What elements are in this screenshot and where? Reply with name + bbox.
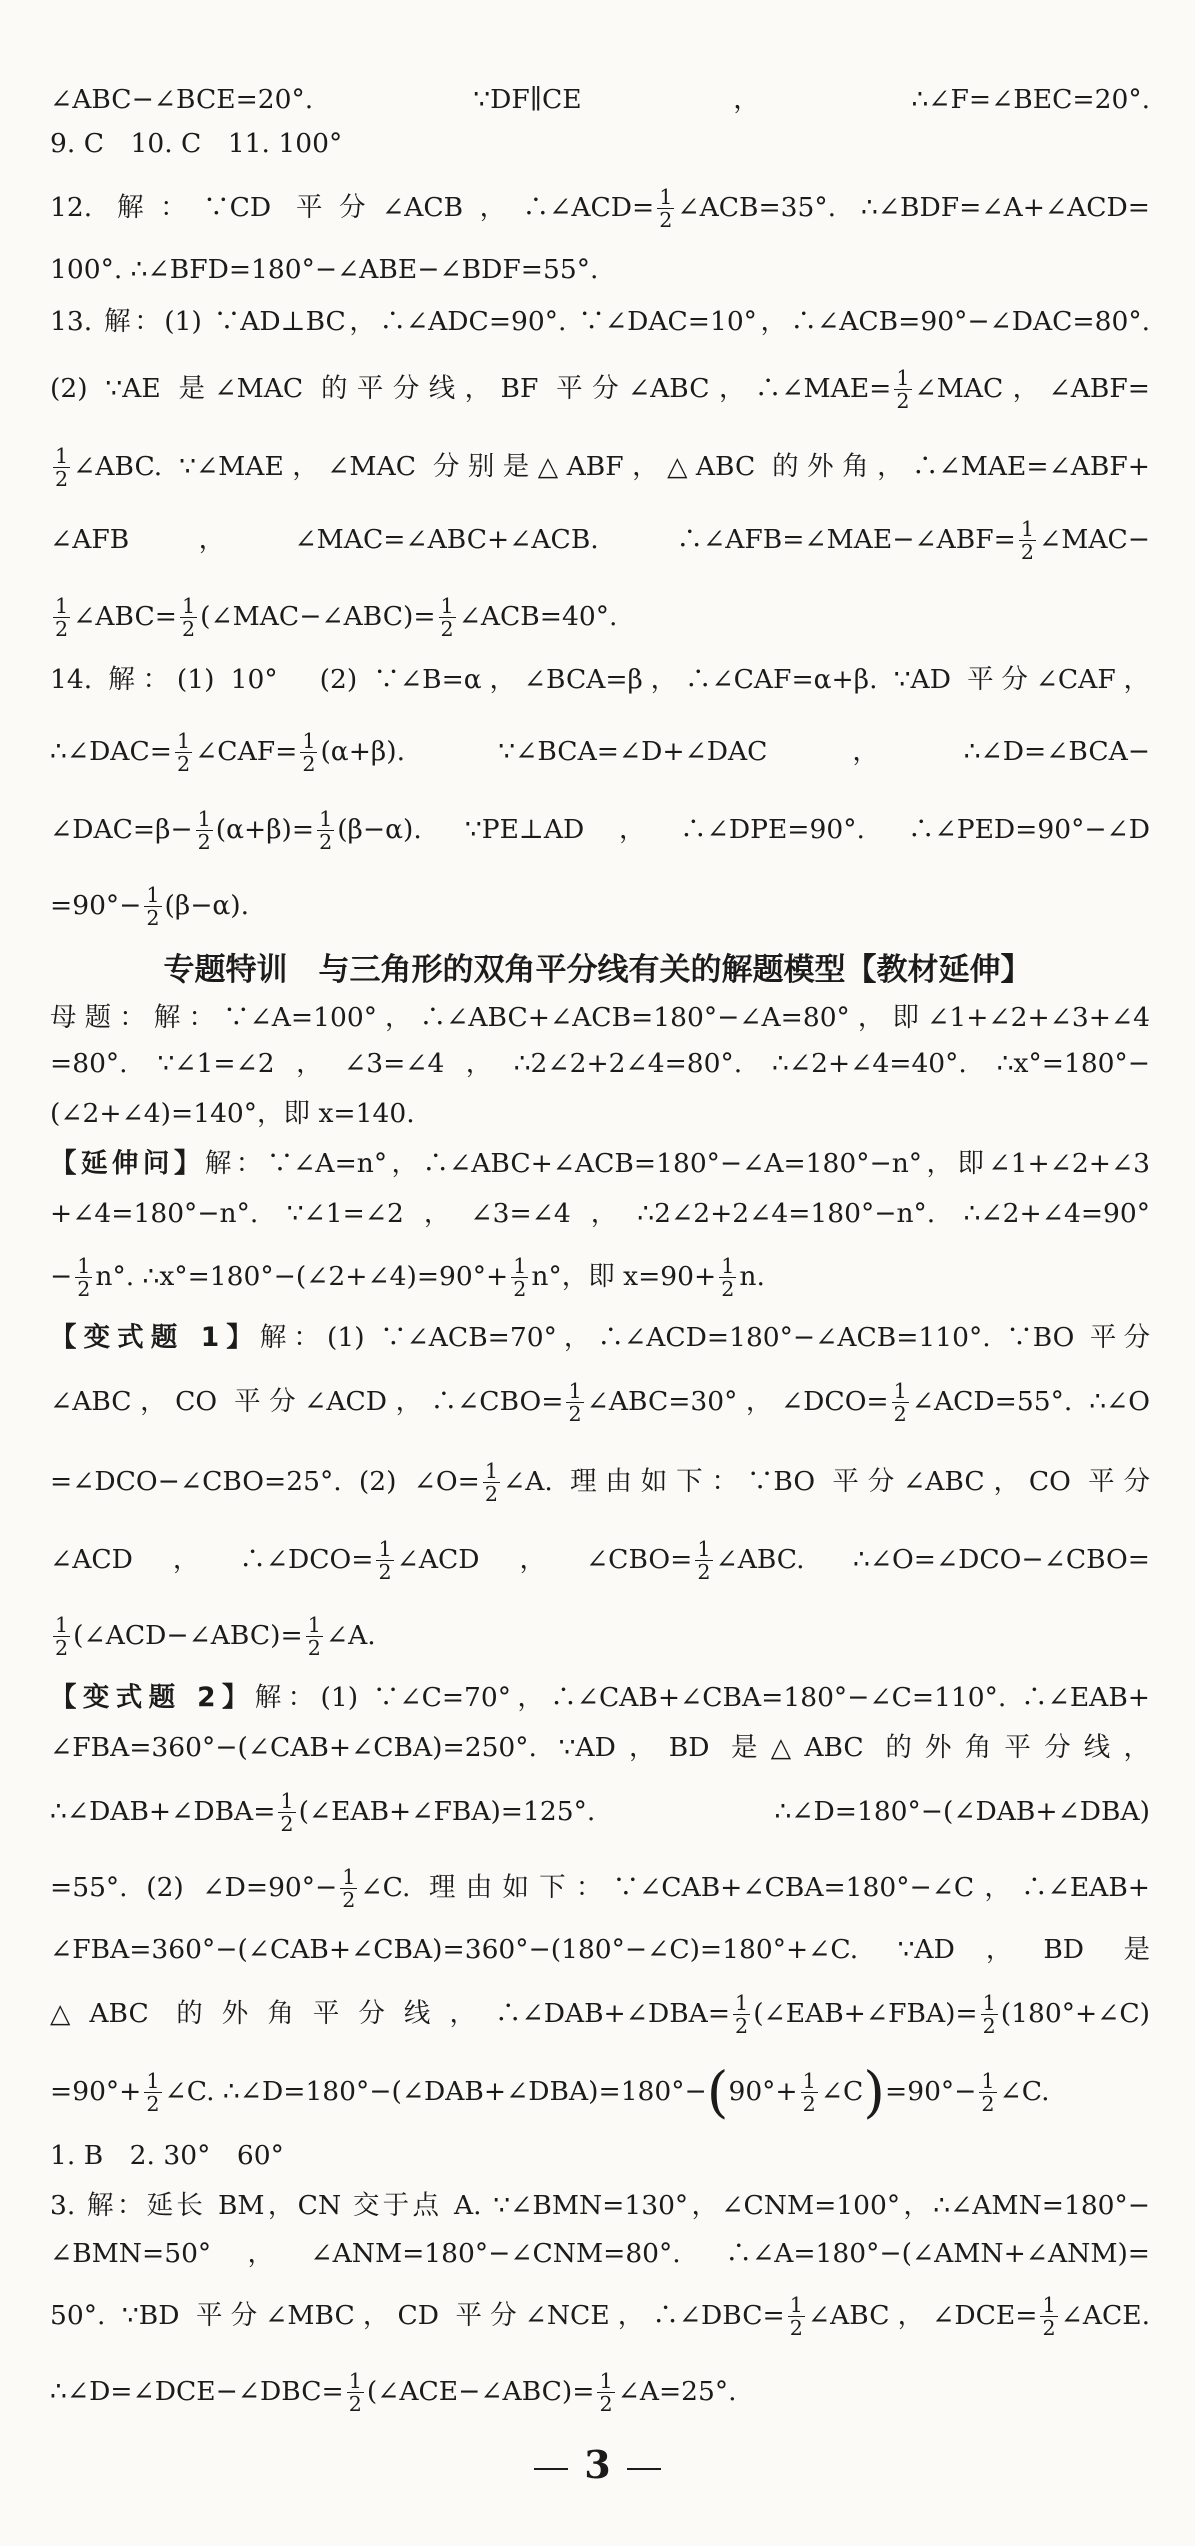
- text-line: ∴∠DAC= $\frac{1}{2}$ ∠CAF= $\frac{1}{2}$ (α+β). ∵∠BCA=∠D+∠DAC，∴∠D=∠BCA−: [50, 729, 1150, 777]
- text-line: 【变式题 2】解：(1) ∵∠C=70°，∴∠CAB+∠CBA=180°−∠C=110°. ∴∠EAB+: [50, 1682, 1150, 1713]
- text-line: 50°. ∵BD 平分∠MBC，CD 平分∠NCE，∴∠DBC= $\frac{1}{2}$ ∠ABC，∠DCE= $\frac{1}{2}$ ∠ACE.: [50, 2293, 1150, 2341]
- text-line: ∠ABC−∠BCE=20°. ∵DF∥CE，∴∠F=∠BEC=20°.: [50, 84, 1150, 115]
- left-paren: (: [706, 2059, 729, 2125]
- fraction-half: $\frac{1}{2}$: [1042, 2293, 1056, 2341]
- fraction-half: $\frac{1}{2}$: [1020, 517, 1035, 565]
- text-line: ∠DAC=β− $\frac{1}{2}$ (α+β)= $\frac{1}{2}$ (β−α). ∵PE⊥AD，∴∠DPE=90°. ∴∠PED=90°−∠D: [50, 807, 1150, 855]
- text-line: =∠DCO−∠CBO=25°. (2) ∠O= $\frac{1}{2}$ ∠A. 理由如下：∵BO 平分∠ABC，CO 平分: [50, 1459, 1151, 1507]
- fraction-half: $\frac{1}{2}$: [146, 2069, 160, 2117]
- footer-dash: [627, 2468, 661, 2470]
- fraction-half: $\frac{1}{2}$: [146, 883, 160, 931]
- fraction-half: $\frac{1}{2}$: [735, 1991, 749, 2039]
- text-line: ∴∠DAB+∠DBA= $\frac{1}{2}$ (∠EAB+∠FBA)=125°. ∴∠D=180°−(∠DAB+∠DBA): [50, 1789, 1150, 1837]
- tag-label: 【变式题 1】: [50, 1322, 260, 1353]
- fraction-half: $\frac{1}{2}$: [55, 594, 69, 642]
- text-line: +∠4=180°−n°. ∵∠1=∠2，∠3=∠4，∴2∠2+2∠4=180°−n°. ∴∠2+∠4=90°: [50, 1198, 1150, 1229]
- fraction-half: $\frac{1}{2}$: [893, 1379, 907, 1427]
- text-line: =90°− $\frac{1}{2}$ (β−α).: [50, 883, 250, 931]
- text-line: ∠FBA=360°−(∠CAB+∠CBA)=360°−(180°−∠C)=180°+∠C. ∵AD，BD 是: [50, 1934, 1150, 1965]
- fraction-half: $\frac{1}{2}$: [302, 729, 316, 777]
- tag-label: 【变式题 2】: [50, 1682, 255, 1713]
- fraction-half: $\frac{1}{2}$: [280, 1789, 294, 1837]
- text-line: 3. 解：延长 BM，CN 交于点 A. ∵∠BMN=130°，∠CNM=100°，∴∠AMN=180°−: [50, 2190, 1150, 2221]
- text-line: =55°. (2) ∠D=90°− $\frac{1}{2}$ ∠C. 理由如下：∵∠CAB+∠CBA=180°−∠C，∴∠EAB+: [50, 1865, 1150, 1913]
- fraction-half: $\frac{1}{2}$: [181, 594, 196, 642]
- fraction-half: $\frac{1}{2}$: [896, 366, 910, 414]
- text-line: $\frac{1}{2}$ ∠ABC. ∵∠MAE，∠MAC 分别是△ABF，△ABC 的外角，∴∠MAE=∠ABF+: [55, 444, 1150, 492]
- fraction-half: $\frac{1}{2}$: [982, 1991, 996, 2039]
- fraction-half: $\frac{1}{2}$: [659, 185, 673, 233]
- fraction-half: $\frac{1}{2}$: [697, 1537, 711, 1585]
- fraction-half: $\frac{1}{2}$: [440, 594, 454, 642]
- text-line: =80°. ∵∠1=∠2，∠3=∠4，∴2∠2+2∠4=80°. ∴∠2+∠4=40°. ∴x°=180°−: [50, 1048, 1150, 1079]
- text-line: ∠ACD，∴∠DCO= $\frac{1}{2}$ ∠ACD，∠CBO= $\frac{1}{2}$ ∠ABC. ∴∠O=∠DCO−∠CBO=: [50, 1537, 1150, 1585]
- footer-dash: [534, 2468, 568, 2470]
- fraction-half: $\frac{1}{2}$: [77, 1254, 91, 1302]
- fraction-half: $\frac{1}{2}$: [981, 2069, 995, 2117]
- text-line: 【延伸问】解：∵∠A=n°，∴∠ABC+∠ACB=180°−∠A=180°−n°，即∠1+∠2+∠3: [50, 1148, 1151, 1179]
- text-line: 9. C 10. C 11. 100°: [50, 128, 343, 159]
- fraction-half: $\frac{1}{2}$: [342, 1865, 356, 1913]
- fraction-half: $\frac{1}{2}$: [55, 444, 69, 492]
- tag-label: 母题: [50, 1002, 120, 1033]
- fraction-half: $\frac{1}{2}$: [55, 1613, 69, 1661]
- text-line: ∠FBA=360°−(∠CAB+∠CBA)=250°. ∵AD，BD 是△ABC 的外角平分线，: [50, 1732, 1150, 1763]
- page-number: 3: [584, 2442, 611, 2487]
- text-line: 【变式题 1】解：(1) ∵∠ACB=70°，∴∠ACD=180°−∠ACB=110°. ∵BO 平分: [50, 1322, 1150, 1353]
- fraction-half: $\frac{1}{2}$: [319, 807, 333, 855]
- right-paren: ): [863, 2059, 885, 2125]
- fraction-half: $\frac{1}{2}$: [789, 2293, 803, 2341]
- fraction-half: $\frac{1}{2}$: [802, 2069, 816, 2117]
- fraction-half: $\frac{1}{2}$: [721, 1254, 735, 1302]
- text-line: ∠ABC，CO 平分∠ACD，∴∠CBO= $\frac{1}{2}$ ∠ABC=30°，∠DCO= $\frac{1}{2}$ ∠ACD=55°. ∴∠O: [50, 1379, 1150, 1427]
- fraction-half: $\frac{1}{2}$: [599, 2369, 613, 2417]
- text-line: $\frac{1}{2}$ ∠ABC= $\frac{1}{2}$ (∠MAC−∠ABC)= $\frac{1}{2}$ ∠ACB=40°.: [55, 594, 618, 642]
- text-line: ∠BMN=50°，∠ANM=180°−∠CNM=80°. ∴∠A=180°−(∠AMN+∠ANM)=: [50, 2238, 1150, 2269]
- text-line: 100°. ∴∠BFD=180°−∠ABE−∠BDF=55°.: [50, 254, 599, 285]
- text-line: △ABC 的外角平分线，∴∠DAB+∠DBA= $\frac{1}{2}$ (∠EAB+∠FBA)= $\frac{1}{2}$ (180°+∠C): [50, 1991, 1150, 2039]
- fraction-half: $\frac{1}{2}$: [378, 1537, 392, 1585]
- tag-label: 【延伸问】: [50, 1148, 205, 1179]
- text-line: (2) ∵AE 是∠MAC 的平分线，BF 平分∠ABC，∴∠MAE= $\frac{1}{2}$ ∠MAC，∠ABF=: [50, 366, 1150, 414]
- text-line: $\frac{1}{2}$ (∠ACD−∠ABC)= $\frac{1}{2}$ ∠A.: [55, 1613, 376, 1661]
- text-line: 母题：解：∵∠A=100°，∴∠ABC+∠ACB=180°−∠A=80°，即∠1+∠2+∠3+∠4: [50, 1002, 1151, 1033]
- text-line: (∠2+∠4)=140°，即 x=140.: [50, 1098, 415, 1129]
- fraction-half: $\frac{1}{2}$: [568, 1379, 582, 1427]
- text-line: 1. B 2. 30° 60°: [50, 2140, 284, 2171]
- fraction-half: $\frac{1}{2}$: [513, 1254, 527, 1302]
- page-footer: [0, 2440, 1195, 2492]
- text-line: =90°+ $\frac{1}{2}$ ∠C. ∴∠D=180°−(∠DAB+∠DBA)=180°−(90°+ $\frac{1}{2}$ ∠C)=90°− $\frac{1}{2}$ ∠C.: [50, 2059, 1050, 2125]
- text-line: 13. 解：(1) ∵AD⊥BC，∴∠ADC=90°. ∵∠DAC=10°，∴∠ACB=90°−∠DAC=80°.: [50, 306, 1150, 337]
- fraction-half: $\frac{1}{2}$: [307, 1613, 321, 1661]
- section-title: 专题特训 与三角形的双角平分线有关的解题模型【教材延伸】: [163, 952, 1032, 988]
- text-line: − $\frac{1}{2}$ n°. ∴x°=180°−(∠2+∠4)=90°+ $\frac{1}{2}$ n°，即 x=90+ $\frac{1}{2}$ n.: [50, 1254, 765, 1302]
- text-line: 12. 解：∵CD 平分∠ACB，∴∠ACD= $\frac{1}{2}$ ∠ACB=35°. ∴∠BDF=∠A+∠ACD=: [50, 185, 1150, 233]
- text-line: 14. 解：(1) 10° (2) ∵∠B=α，∠BCA=β，∴∠CAF=α+β. ∵AD 平分∠CAF，: [50, 664, 1150, 695]
- fraction-half: $\frac{1}{2}$: [176, 729, 191, 777]
- fraction-half: $\frac{1}{2}$: [348, 2369, 362, 2417]
- fraction-half: $\frac{1}{2}$: [484, 1459, 499, 1507]
- text-line: ∴∠D=∠DCE−∠DBC= $\frac{1}{2}$ (∠ACE−∠ABC)= $\frac{1}{2}$ ∠A=25°.: [50, 2369, 737, 2417]
- text-line: ∠AFB，∠MAC=∠ABC+∠ACB. ∴∠AFB=∠MAE−∠ABF= $\frac{1}{2}$ ∠MAC−: [50, 517, 1150, 565]
- fraction-half: $\frac{1}{2}$: [197, 807, 211, 855]
